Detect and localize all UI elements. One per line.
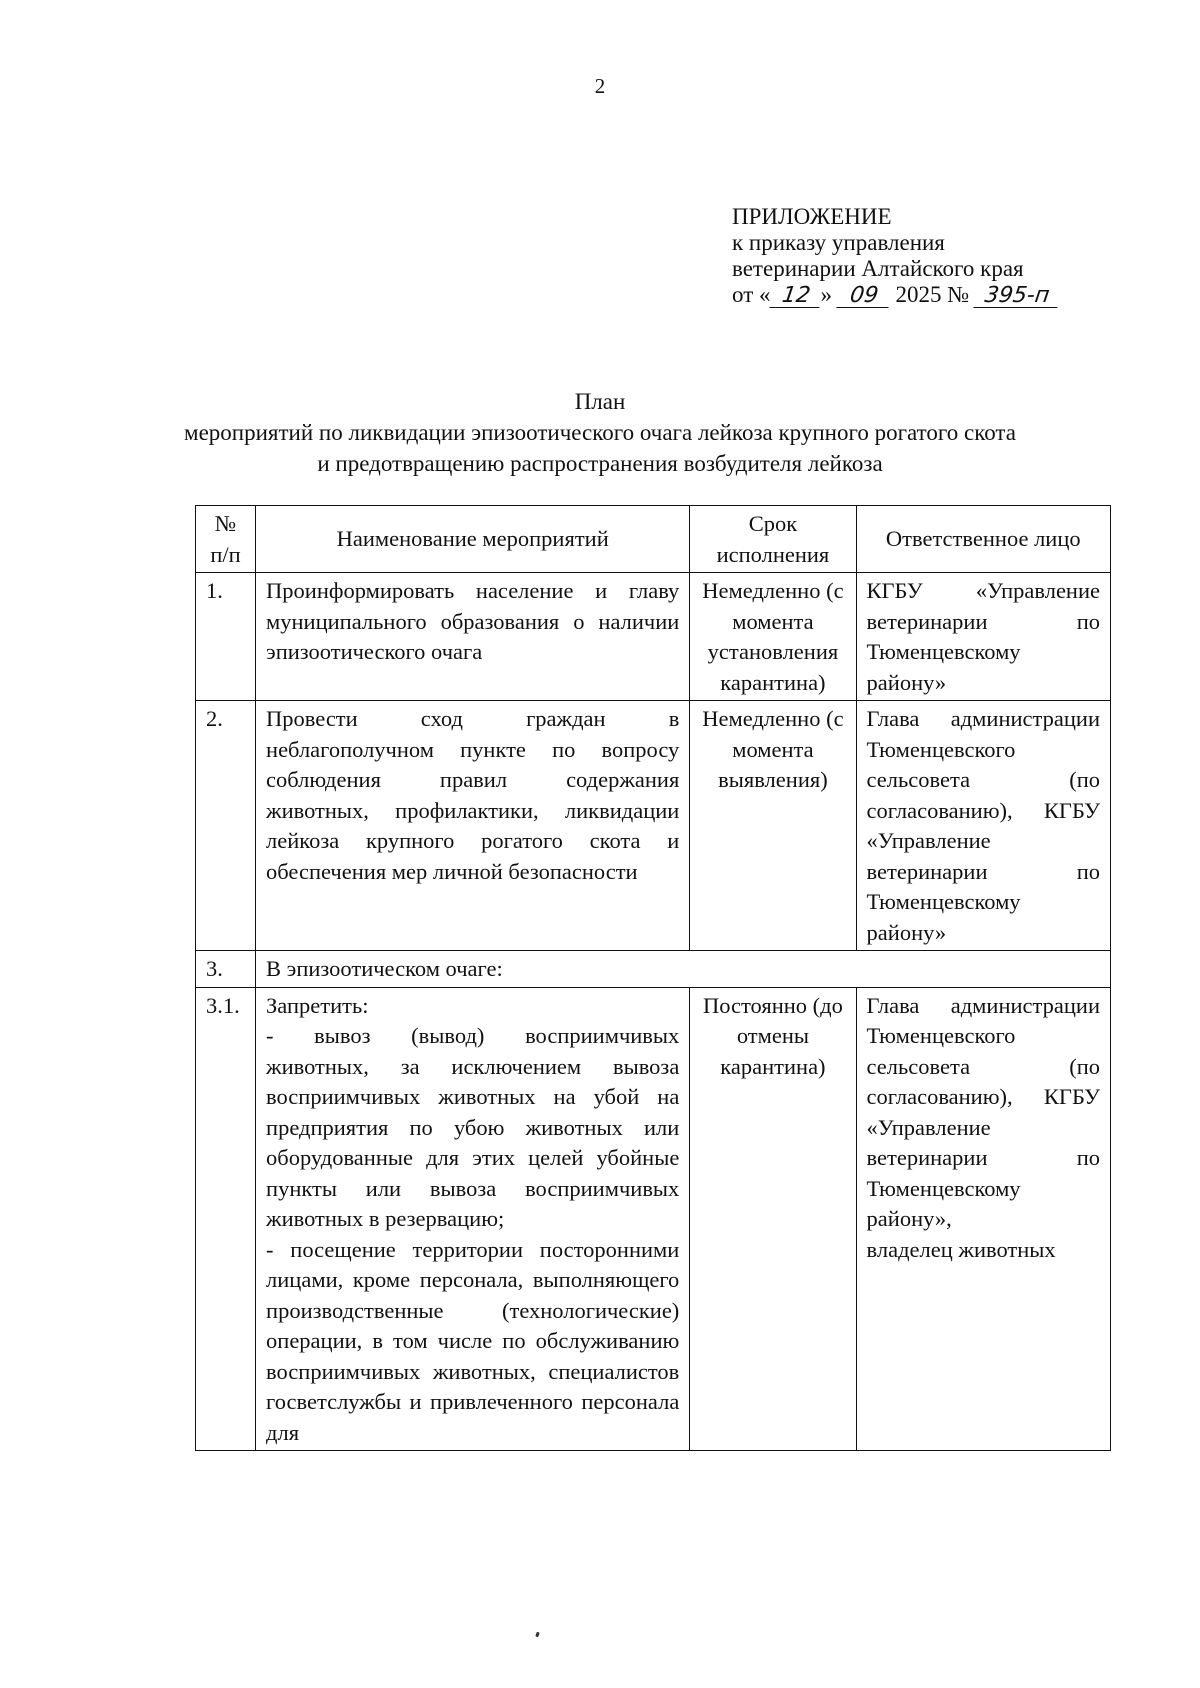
- handwritten-month: 09: [836, 285, 891, 308]
- appendix-line-1: к приказу управления: [732, 230, 945, 255]
- row-name: [256, 987, 690, 1451]
- handwritten-order-number: 395-п: [973, 285, 1060, 308]
- row-num: 3.1.: [196, 987, 256, 1451]
- row-name: Провести сход граждан в неблагополучном пункте по вопросу соблюдения правил содержания животных, профилактики, ликвидации лейкоза крупного рогатого скота и обеспечения мер личной безопасности: [256, 701, 690, 951]
- row-responsible-extra: владелец животных: [866, 1236, 1056, 1262]
- table-row: [196, 701, 1111, 951]
- title-line-3: и предотвращению распространения возбудителя лейкоза: [317, 451, 883, 476]
- year-prefix: 2025 №: [895, 282, 970, 307]
- table-row: [196, 573, 1111, 701]
- row-name-item-2: - посещение территории посторонними лицами, кроме персонала, выполняющего производственные (технологические) операции, в том числе по обслуживанию восприимчивых животных, специалистов госветслужбы и привлеченного персонала для: [266, 1236, 680, 1445]
- row-num: 1.: [196, 573, 256, 701]
- section-title: В эпизоотическом очаге:: [256, 951, 1111, 988]
- plan-table: [195, 505, 1111, 1451]
- row-name-intro: Запретить:: [266, 992, 369, 1018]
- table-section-row: [196, 951, 1111, 988]
- row-responsible-main: Глава администрации Тюменцевского сельсовета (по согласованию), КГБУ «Управление ветеринарии по Тюменцевскому району»,: [866, 992, 1100, 1231]
- scan-speck: [535, 1632, 540, 1638]
- handwritten-day: 12: [769, 285, 822, 308]
- appendix-date-line: [732, 282, 1059, 308]
- appendix-block: [732, 204, 1059, 308]
- appendix-line-2: ветеринарии Алтайского края: [732, 256, 1024, 281]
- title-line-2: мероприятий по ликвидации эпизоотического очага лейкоза крупного рогатого скота: [184, 420, 1016, 445]
- appendix-title: ПРИЛОЖЕНИЕ: [732, 204, 892, 229]
- header-term: Срок исполнения: [690, 506, 856, 573]
- row-name: Проинформировать население и главу муниципального образования о наличии эпизоотического очага: [256, 573, 690, 701]
- title-line-1: План: [574, 389, 626, 414]
- table-header-row: [196, 506, 1111, 573]
- row-responsible: [856, 987, 1110, 1451]
- document-title: [80, 386, 1120, 479]
- header-num: № п/п: [196, 506, 256, 573]
- row-responsible: КГБУ «Управление ветеринарии по Тюменцевскому району»: [856, 573, 1110, 701]
- row-term: Постоянно (до отмены карантина): [690, 987, 856, 1451]
- header-responsible: Ответственное лицо: [856, 506, 1110, 573]
- table-row: [196, 987, 1111, 1451]
- row-term: Немедленно (с момента выявления): [690, 701, 856, 951]
- date-mid: »: [820, 282, 832, 307]
- row-name-item-1: - вывоз (вывод) восприимчивых животных, за исключением вывоза восприимчивых животных на убой на предприятия по убою животных или оборудованные для этих целей убойные пункты или вывоза восприимчивых животных в резервацию;: [266, 1023, 680, 1231]
- row-num: 3.: [196, 951, 256, 988]
- row-num: 2.: [196, 701, 256, 951]
- row-responsible: Глава администрации Тюменцевского сельсовета (по согласованию), КГБУ «Управление ветеринарии по Тюменцевскому району»: [856, 701, 1110, 951]
- date-prefix: от «: [732, 282, 771, 307]
- header-name: Наименование мероприятий: [256, 506, 690, 573]
- row-term: Немедленно (с момента установления карантина): [690, 573, 856, 701]
- page-number: 2: [594, 74, 606, 98]
